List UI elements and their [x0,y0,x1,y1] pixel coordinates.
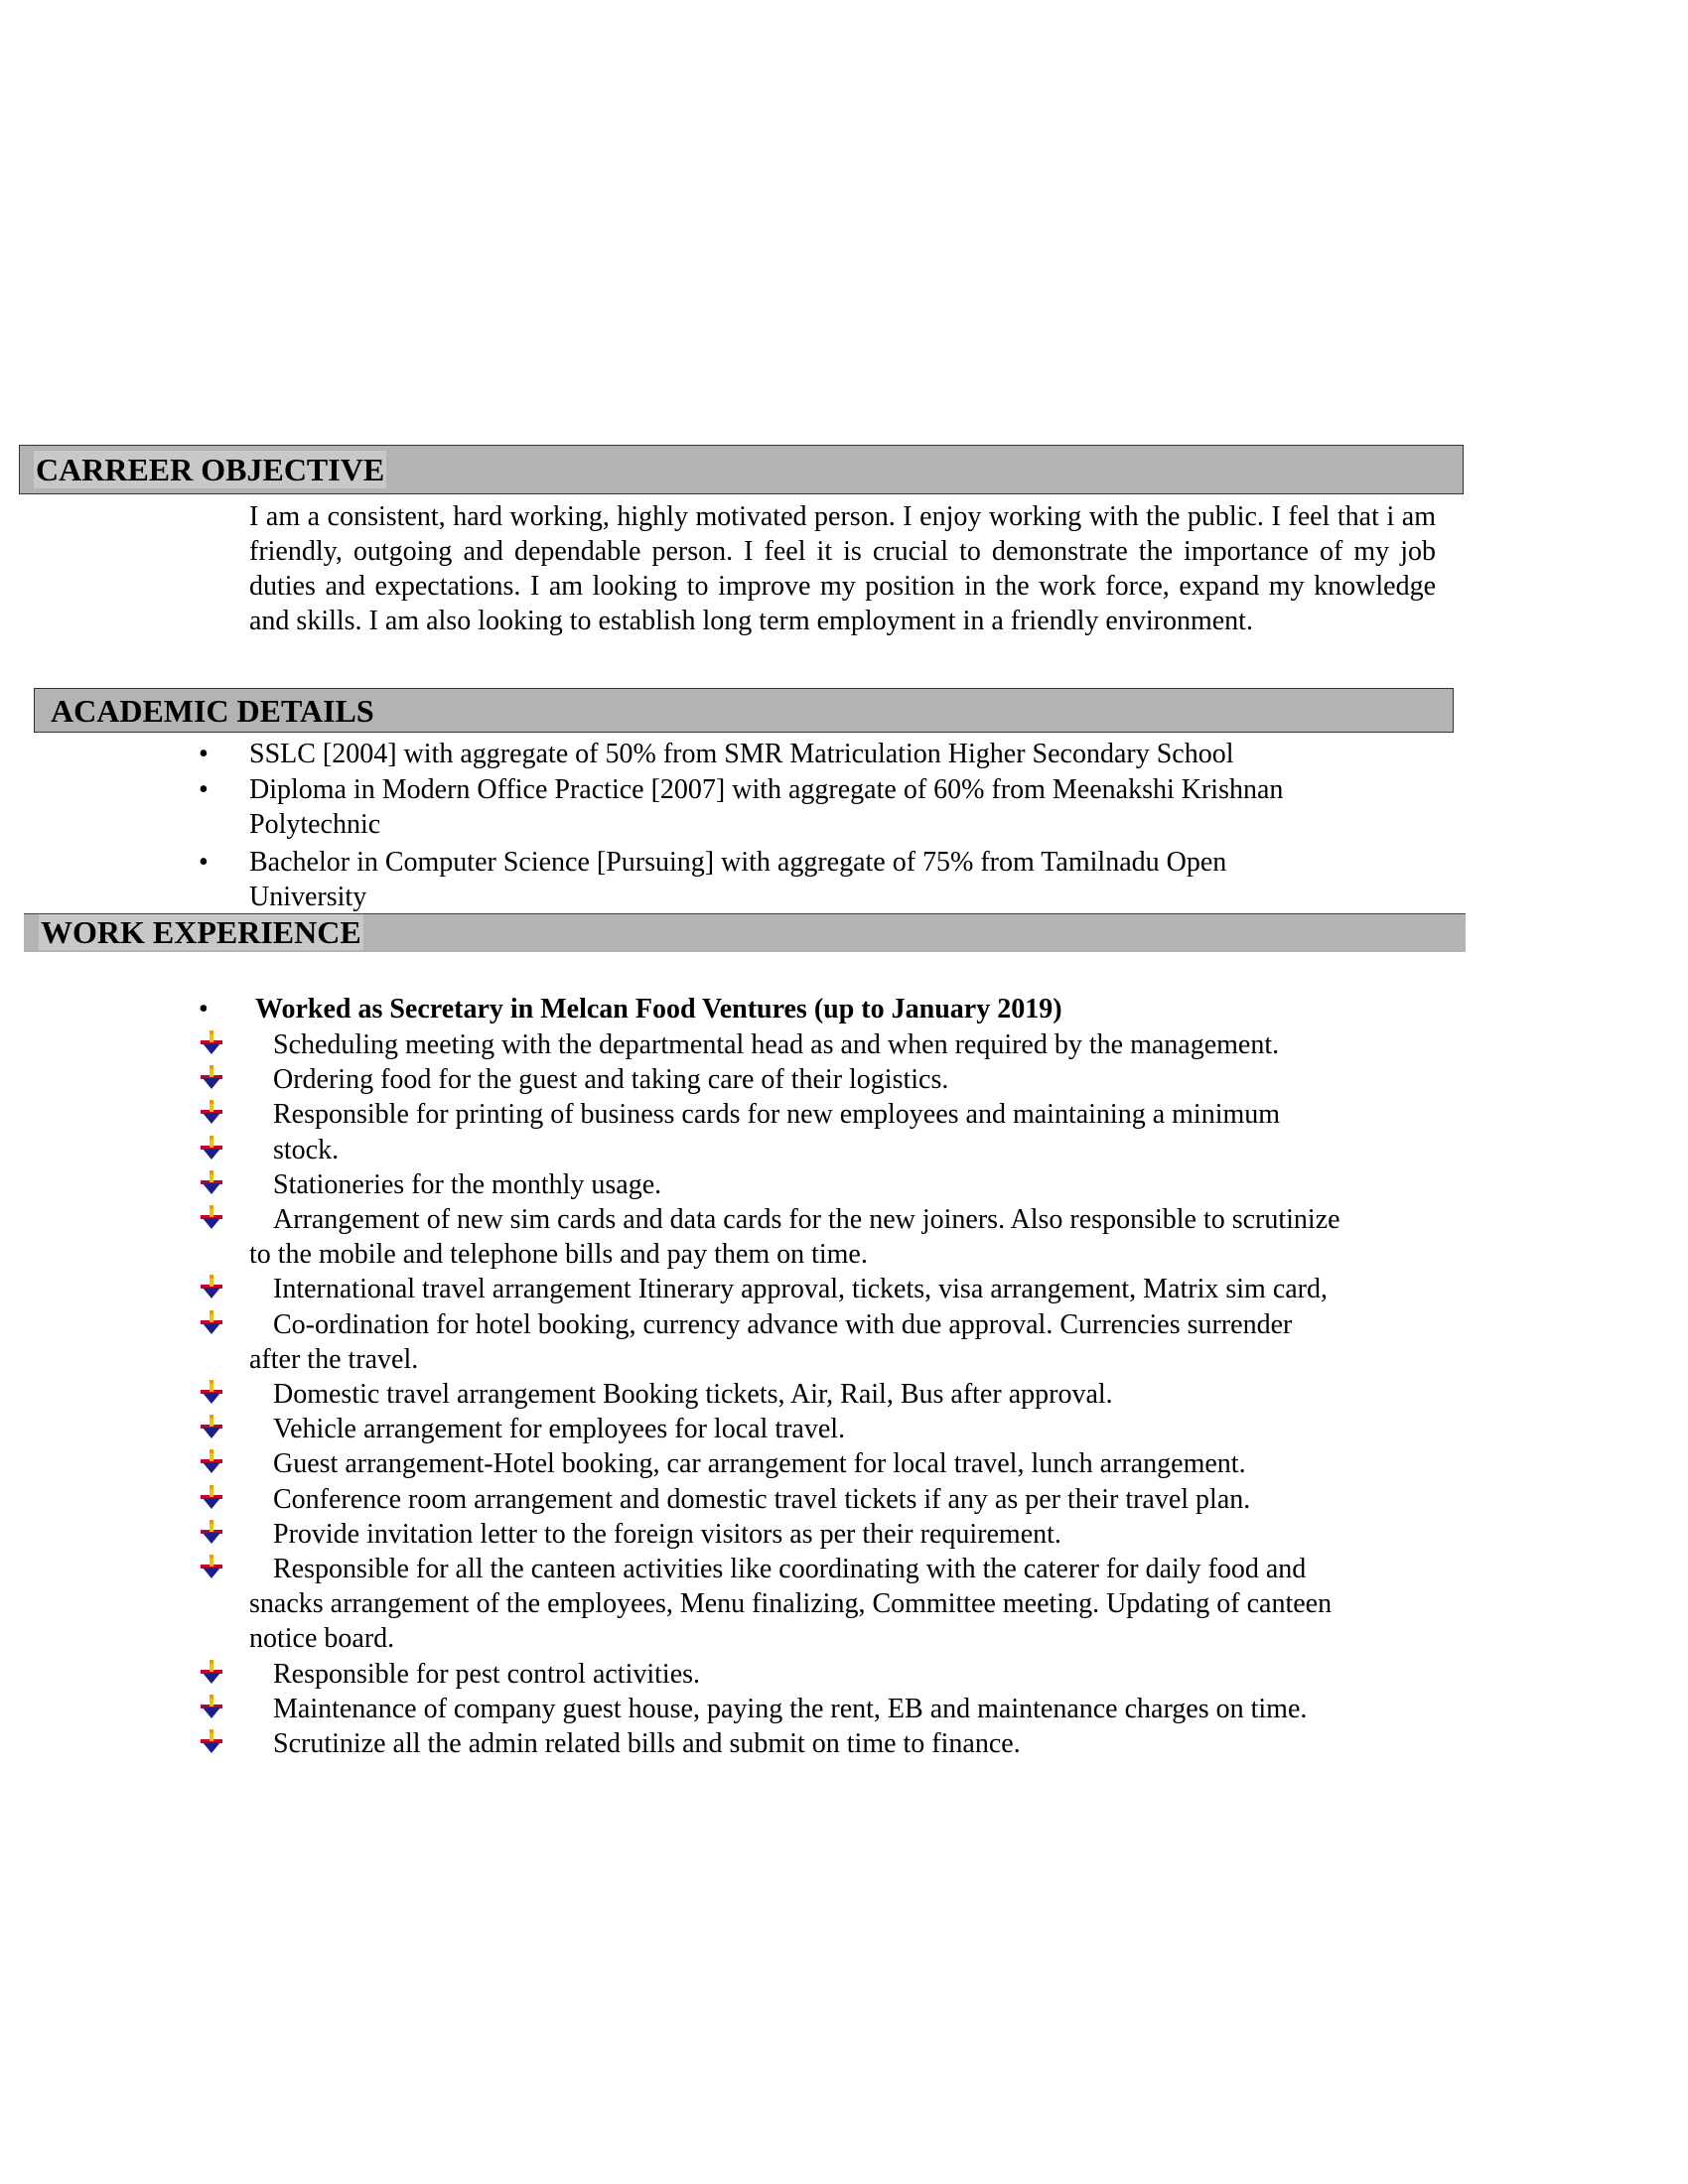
down-arrow-bullet-icon [199,1029,224,1055]
down-arrow-bullet-icon [199,1694,224,1719]
bullet-dot-icon: • [199,994,209,1024]
down-arrow-bullet-icon [199,1519,224,1545]
academic-item-cont: University [249,882,367,912]
down-arrow-bullet-icon [199,1274,224,1299]
job-title: Worked as Secretary in Melcan Food Ventures (up to January 2019) [255,994,1062,1024]
work-duty-line: after the travel. [249,1343,419,1375]
work-duty-line: stock. [273,1134,340,1165]
work-duty-line: snacks arrangement of the employees, Menu finalizing, Committee meeting. Updating of canteen [249,1588,1333,1620]
down-arrow-bullet-icon [199,1659,224,1685]
down-arrow-bullet-icon [199,1169,224,1195]
work-duty-line: Vehicle arrangement for employees for local travel. [273,1414,846,1445]
bullet-dot-icon: • [199,739,209,769]
work-duty-line: Arrangement of new sim cards and data cards for the new joiners. Also responsible to scrutinize [273,1204,1340,1235]
objective-title: CARREER OBJECTIVE [36,452,385,487]
work-duty-line: International travel arrangement Itinerary approval, tickets, visa arrangement, Matrix sim card, [273,1274,1329,1305]
work-header [24,914,1466,952]
down-arrow-bullet-icon [199,1728,224,1754]
down-arrow-bullet-icon [199,1099,224,1125]
down-arrow-bullet-icon [199,1135,224,1160]
down-arrow-bullet-icon [199,1379,224,1405]
work-duty-line: Stationeries for the monthly usage. [273,1168,662,1200]
academic-item: Diploma in Modern Office Practice [2007] with aggregate of 60% from Meenakshi Krishnan [249,774,1284,805]
down-arrow-bullet-icon [199,1309,224,1335]
academic-title: ACADEMIC DETAILS [51,693,374,729]
work-duty-line: Responsible for pest control activities. [273,1658,701,1690]
down-arrow-bullet-icon [199,1554,224,1579]
work-duty-line: Scrutinize all the admin related bills and submit on time to finance. [273,1728,1021,1759]
academic-item: Bachelor in Computer Science [Pursuing] with aggregate of 75% from Tamilnadu Open [249,847,1227,878]
down-arrow-bullet-icon [199,1204,224,1230]
work-duty-line: Scheduling meeting with the departmental head as and when required by the management. [273,1029,1280,1060]
work-duty-line: Domestic travel arrangement Booking tickets, Air, Rail, Bus after approval. [273,1379,1113,1410]
work-duty-line: Provide invitation letter to the foreign visitors as per their requirement. [273,1518,1061,1550]
down-arrow-bullet-icon [199,1484,224,1510]
work-title: WORK EXPERIENCE [41,914,361,950]
work-duty-line: Responsible for printing of business cards for new employees and maintaining a minimum [273,1099,1281,1131]
bullet-dot-icon: • [199,774,209,805]
work-duty-line: to the mobile and telephone bills and pay them on time. [249,1239,868,1271]
work-duty-line: Maintenance of company guest house, paying the rent, EB and maintenance charges on time. [273,1693,1308,1724]
down-arrow-bullet-icon [199,1448,224,1474]
bullet-dot-icon: • [199,847,209,878]
objective-text: I am a consistent, hard working, highly motivated person. I enjoy working with the public. I feel that i am friendly, outgoing and dependable person. I feel it is crucial to demonstrate the importance of my job duties and expectations. I am looking to improve my position in the work force, expand my knowledge and skills. I am also looking to establish long term employment in a friendly environment. [249,501,1436,636]
down-arrow-bullet-icon [199,1414,224,1439]
objective-header [19,445,1464,494]
academic-item: SSLC [2004] with aggregate of 50% from SMR Matriculation Higher Secondary School [249,739,1234,769]
academic-item-cont: Polytechnic [249,809,381,840]
work-duty-line: notice board. [249,1623,395,1655]
work-duty-line: Conference room arrangement and domestic travel tickets if any as per their travel plan. [273,1483,1251,1515]
down-arrow-bullet-icon [199,1064,224,1090]
work-duty-line: Responsible for all the canteen activities like coordinating with the caterer for daily food and [273,1554,1307,1584]
work-duty-line: Guest arrangement-Hotel booking, car arrangement for local travel, lunch arrangement. [273,1448,1246,1480]
work-duty-line: Ordering food for the guest and taking care of their logistics. [273,1064,949,1096]
work-duty-line: Co-ordination for hotel booking, currency advance with due approval. Currencies surrender [273,1308,1293,1340]
academic-header [34,688,1454,733]
